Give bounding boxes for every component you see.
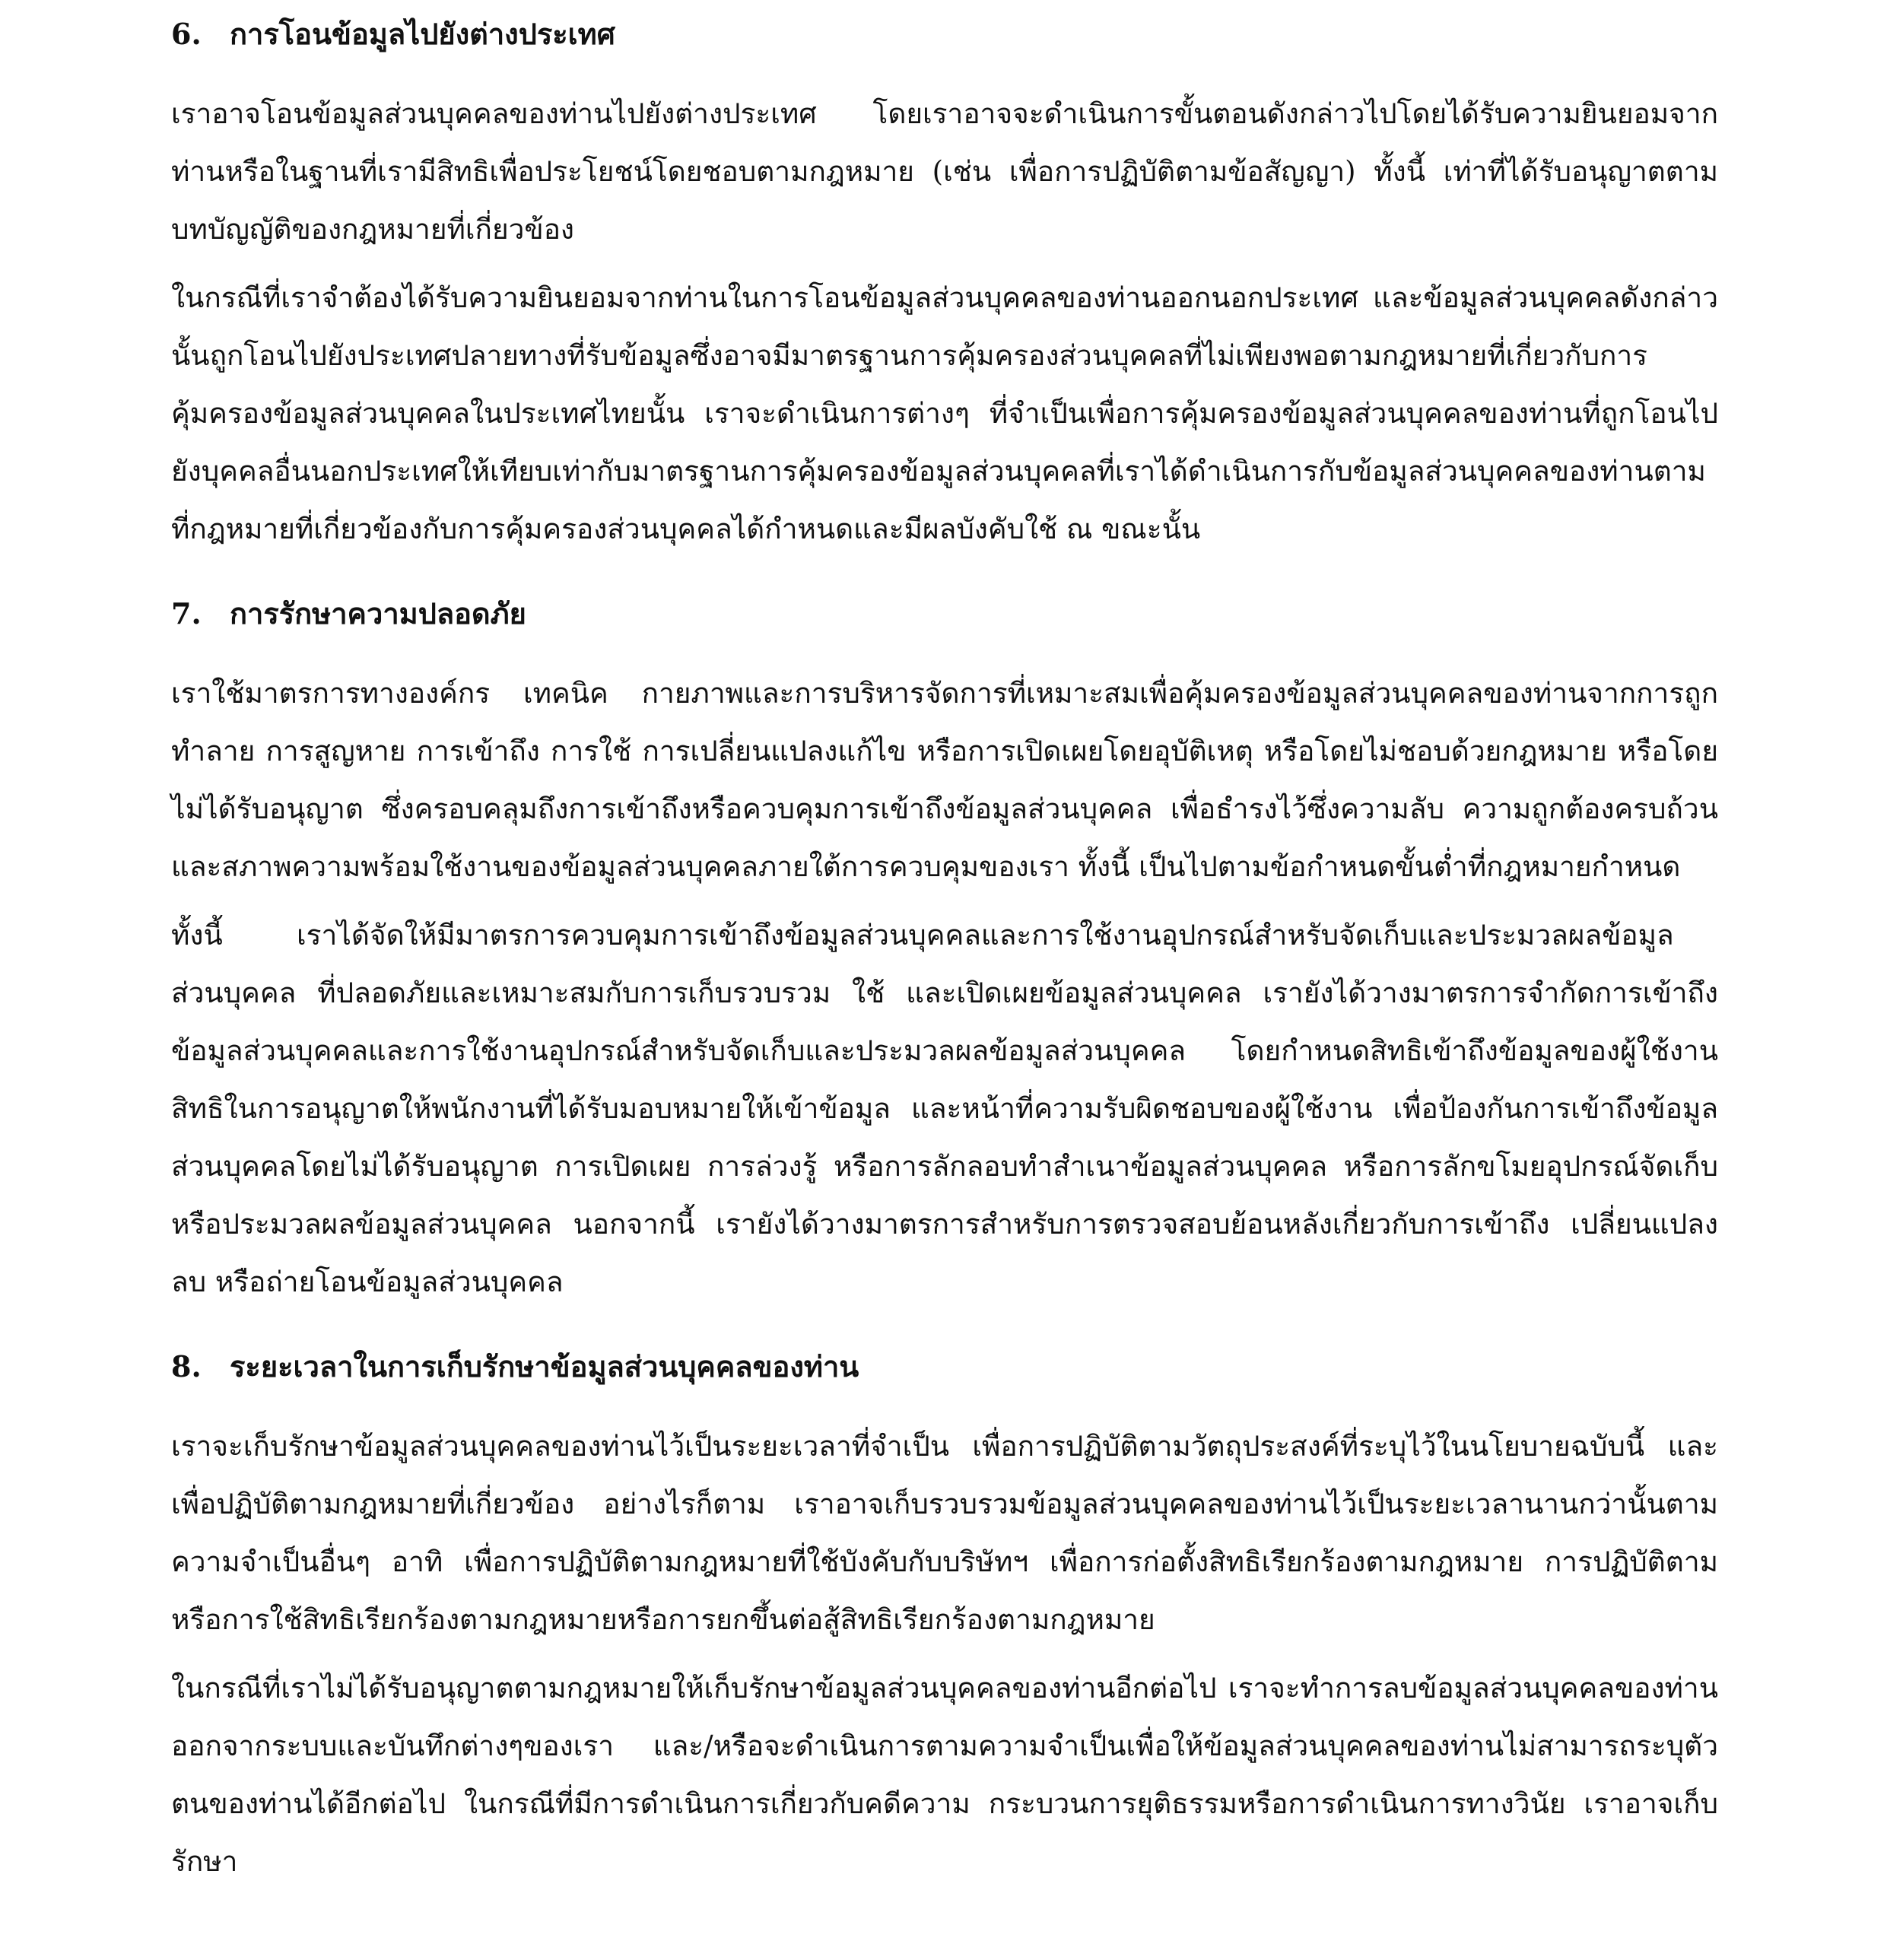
section-8-retention-period [171, 1348, 1718, 1891]
section-title: การรักษาความปลอดภัย [230, 596, 526, 631]
paragraph-lead: ทั้งนี้ [171, 919, 223, 951]
paragraph: เราอาจโอนข้อมูลส่วนบุคคลของท่านไปยังต่างประเทศ โดยเราอาจจะดำเนินการขั้นตอนดังกล่าวไปโดยได้รับความยินยอมจากท่านหรือในฐานที่เรามีสิทธิเพื่อประโยชน์โดยชอบตามกฎหมาย (เช่น เพื่อการปฏิบัติตามข้อสัญญา) ทั้งนี้ เท่าที่ได้รับอนุญาตตามบทบัญญัติของกฎหมายที่เกี่ยวข้อง [171, 97, 1718, 246]
section-7-security [171, 595, 1718, 1311]
paragraph: เราใช้มาตรการทางองค์กร เทคนิค กายภาพและการบริหารจัดการที่เหมาะสมเพื่อคุ้มครองข้อมูลส่วนบุคคลของท่านจากการถูกทำลาย การสูญหาย การเข้าถึง การใช้ การเปลี่ยนแปลงแก้ไข หรือการเปิดเผยโดยอุบัติเหตุ หรือโดยไม่ชอบด้วยกฎหมาย หรือโดยไม่ได้รับอนุญาต ซึ่งครอบคลุมถึงการเข้าถึงหรือควบคุมการเข้าถึงข้อมูลส่วนบุคคล เพื่อธำรงไว้ซึ่งความลับ ความถูกต้องครบถ้วน และสภาพความพร้อมใช้งานของข้อมูลส่วนบุคคลภายใต้การควบคุมของเรา ทั้งนี้ เป็นไปตามข้อกำหนดขั้นต่ำที่กฎหมายกำหนด [171, 677, 1718, 883]
section-number: 8. [171, 1349, 202, 1383]
paragraph [171, 907, 1718, 1311]
paragraph: ในกรณีที่เราจำต้องได้รับความยินยอมจากท่านในการโอนข้อมูลส่วนบุคคลของท่านออกนอกประเทศ และข้อมูลส่วนบุคคลดังกล่าวนั้นถูกโอนไปยังประเทศปลายทางที่รับข้อมูลซึ่งอาจมีมาตรฐานการคุ้มครองส่วนบุคคลที่ไม่เพียงพอตามกฎหมายที่เกี่ยวกับการคุ้มครองข้อมูลส่วนบุคคลในประเทศไทยนั้น เราจะดำเนินการต่างๆ ที่จำเป็นเพื่อการคุ้มครองข้อมูลส่วนบุคคลของท่านที่ถูกโอนไปยังบุคคลอื่นนอกประเทศให้เทียบเท่ากับมาตรฐานการคุ้มครองข้อมูลส่วนบุคคลที่เราได้ดำเนินการกับข้อมูลส่วนบุคคลของท่านตามที่กฎหมายที่เกี่ยวข้องกับการคุ้มครองส่วนบุคคลได้กำหนดและมีผลบังคับใช้ ณ ขณะนั้น [171, 281, 1718, 545]
section-heading [171, 1348, 1718, 1386]
section-heading [171, 595, 1718, 633]
paragraph-text: เราได้จัดให้มีมาตรการควบคุมการเข้าถึงข้อมูลส่วนบุคคลและการใช้งานอุปกรณ์สำหรับจัดเก็บและประมวลผลข้อมูลส่วนบุคคล ที่ปลอดภัยและเหมาะสมกับการเก็บรวบรวม ใช้ และเปิดเผยข้อมูลส่วนบุคคล เรายังได้วางมาตรการจำกัดการเข้าถึงข้อมูลส่วนบุคคลและการใช้งานอุปกรณ์สำหรับจัดเก็บและประมวลผลข้อมูลส่วนบุคคล โดยกำหนดสิทธิเข้าถึงข้อมูลของผู้ใช้งาน สิทธิในการอนุญาตให้พนักงานที่ได้รับมอบหมายให้เข้าข้อมูล และหน้าที่ความรับผิดชอบของผู้ใช้งาน เพื่อป้องกันการเข้าถึงข้อมูลส่วนบุคคลโดยไม่ได้รับอนุญาต การเปิดเผย การล่วงรู้ หรือการลักลอบทำสำเนาข้อมูลส่วนบุคคล หรือการลักขโมยอุปกรณ์จัดเก็บหรือประมวลผลข้อมูลส่วนบุคคล นอกจากนี้ เรายังได้วางมาตรการสำหรับการตรวจสอบย้อนหลังเกี่ยวกับการเข้าถึง เปลี่ยนแปลง ลบ หรือถ่ายโอนข้อมูลส่วนบุคคล [171, 919, 1718, 1298]
section-number: 7. [171, 596, 202, 631]
paragraph: เราจะเก็บรักษาข้อมูลส่วนบุคคลของท่านไว้เป็นระยะเวลาที่จำเป็น เพื่อการปฏิบัติตามวัตถุประสงค์ที่ระบุไว้ในนโยบายฉบับนี้ และเพื่อปฏิบัติตามกฎหมายที่เกี่ยวข้อง อย่างไรก็ตาม เราอาจเก็บรวบรวมข้อมูลส่วนบุคคลของท่านไว้เป็นระยะเวลานานกว่านั้นตามความจำเป็นอื่นๆ อาทิ เพื่อการปฏิบัติตามกฎหมายที่ใช้บังคับกับบริษัทฯ เพื่อการก่อตั้งสิทธิเรียกร้องตามกฎหมาย การปฏิบัติตามหรือการใช้สิทธิเรียกร้องตามกฎหมายหรือการยกขึ้นต่อสู้สิทธิเรียกร้องตามกฎหมาย [171, 1430, 1718, 1636]
section-6-overseas-transfer [171, 15, 1718, 558]
section-number: 6. [171, 17, 202, 51]
section-title: ระยะเวลาในการเก็บรักษาข้อมูลส่วนบุคคลของท่าน [230, 1349, 859, 1383]
section-heading [171, 15, 1718, 53]
section-title: การโอนข้อมูลไปยังต่างประเทศ [230, 17, 615, 51]
paragraph: ในกรณีที่เราไม่ได้รับอนุญาตตามกฎหมายให้เก็บรักษาข้อมูลส่วนบุคคลของท่านอีกต่อไป เราจะทำการลบข้อมูลส่วนบุคคลของท่านออกจากระบบและบันทึกต่างๆของเรา และ/หรือจะดำเนินการตามความจำเป็นเพื่อให้ข้อมูลส่วนบุคคลของท่านไม่สามารถระบุตัวตนของท่านได้อีกต่อไป ในกรณีที่มีการดำเนินการเกี่ยวกับคดีความ กระบวนการยุติธรรมหรือการดำเนินการทางวินัย เราอาจเก็บรักษา [171, 1672, 1718, 1878]
